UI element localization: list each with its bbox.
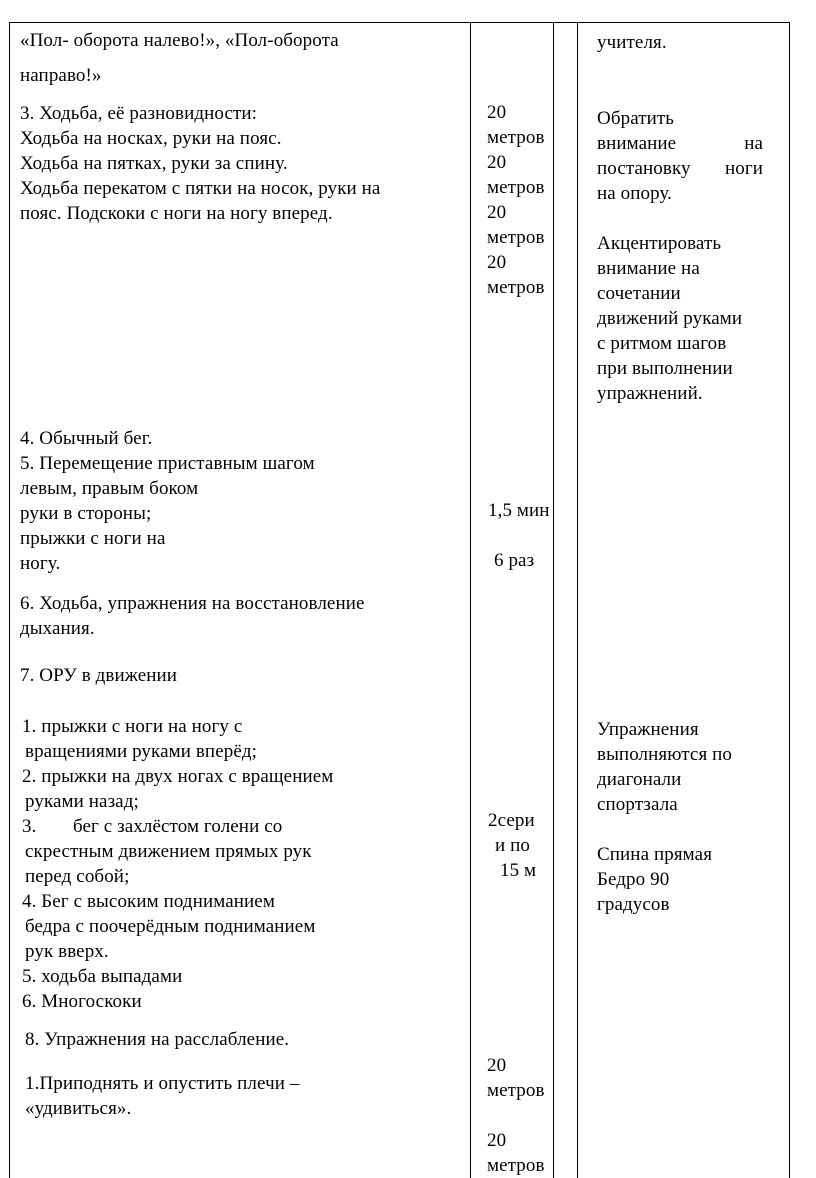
- exercise-heading: 3. Ходьба, её разновидности:: [20, 103, 258, 124]
- dosage-value: 20: [487, 1130, 507, 1151]
- table-right-border: [789, 22, 790, 1178]
- note-line: с ритмом шагов: [597, 333, 727, 354]
- note-line: упражнений.: [597, 383, 703, 404]
- dosage-value: и по: [495, 835, 530, 856]
- dosage-unit: метров: [487, 1155, 545, 1176]
- exercise-line: 6. Многоскоки: [22, 991, 142, 1012]
- note-line: Акцентировать: [597, 233, 722, 254]
- exercise-line: Ходьба на носках, руки на пояс.: [20, 128, 282, 149]
- dosage-unit: метров: [487, 1080, 545, 1101]
- exercise-line: перед собой;: [25, 866, 130, 887]
- dosage-unit: метров: [487, 127, 545, 148]
- note-line: учителя.: [597, 32, 667, 53]
- table-column-divider-3: [577, 22, 578, 1178]
- exercise-line: направо!»: [20, 65, 102, 86]
- note-line: внимание на: [597, 258, 700, 279]
- dosage-unit: метров: [487, 227, 545, 248]
- exercise-line: 2. прыжки на двух ногах с вращением: [22, 766, 334, 787]
- dosage-value: 2сери: [488, 810, 535, 831]
- note-line: Спина прямая: [597, 844, 713, 865]
- note-justified-line: [597, 156, 763, 181]
- dosage-unit: метров: [487, 277, 545, 298]
- note-line: сочетании: [597, 283, 681, 304]
- exercise-line: пояс. Подскоки с ноги на ногу вперед.: [20, 203, 333, 224]
- exercise-line: 5. ходьба выпадами: [22, 966, 183, 987]
- note-line: Бедро 90: [597, 869, 670, 890]
- note-line: градусов: [597, 894, 670, 915]
- exercise-line: Ходьба на пятках, руки за спину.: [20, 153, 288, 174]
- table-top-border: [9, 22, 790, 23]
- exercise-line: Ходьба перекатом с пятки на носок, руки на: [20, 178, 381, 199]
- exercise-heading: 8. Упражнения на расслабление.: [25, 1029, 290, 1050]
- exercise-line: 1.Приподнять и опустить плечи –: [25, 1073, 300, 1094]
- exercise-line: 4. Бег с высоким подниманием: [22, 891, 275, 912]
- exercise-line: вращениями руками вперёд;: [25, 741, 258, 762]
- note-line: при выполнении: [597, 358, 733, 379]
- dosage-value: 20: [487, 202, 507, 223]
- exercise-line: «удивиться».: [25, 1098, 132, 1119]
- dosage-value: 20: [487, 152, 507, 173]
- exercise-line: бег с захлёстом голени со: [73, 816, 283, 837]
- note-word: постановку: [597, 158, 691, 179]
- dosage-value: 20: [487, 1055, 507, 1076]
- table-left-border: [9, 22, 10, 1178]
- dosage-value: 1,5 мин: [488, 500, 550, 521]
- exercise-line: бедра с поочерёдным подниманием: [25, 916, 316, 937]
- dosage-value: 15 м: [500, 860, 537, 881]
- dosage-unit: метров: [487, 177, 545, 198]
- exercise-heading: 4. Обычный бег.: [20, 428, 153, 449]
- exercise-line: ногу.: [20, 553, 61, 574]
- exercise-line: руки в стороны;: [20, 503, 152, 524]
- exercise-line: 1. прыжки с ноги на ногу с: [22, 716, 243, 737]
- exercise-line: руками назад;: [25, 791, 139, 812]
- table-column-divider-2: [553, 22, 554, 1178]
- exercise-line: прыжки с ноги на: [20, 528, 166, 549]
- exercise-heading: 6. Ходьба, упражнения на восстановление: [20, 593, 365, 614]
- note-line: выполняются по: [597, 744, 733, 765]
- exercise-heading: 7. ОРУ в движении: [20, 665, 178, 686]
- exercise-line: левым, правым боком: [20, 478, 199, 499]
- note-justified-line: [597, 131, 763, 156]
- dosage-value: 20: [487, 252, 507, 273]
- note-line: Обратить: [597, 108, 675, 129]
- exercise-line: 5. Перемещение приставным шагом: [20, 453, 315, 474]
- note-word: на: [744, 133, 763, 154]
- note-line: Упражнения: [597, 719, 699, 740]
- exercise-line: «Пол- оборота налево!», «Пол-оборота: [20, 30, 339, 51]
- note-line: спортзала: [597, 794, 678, 815]
- note-line: диагонали: [597, 769, 682, 790]
- exercise-line: дыхания.: [20, 618, 95, 639]
- table-column-divider-1: [470, 22, 471, 1178]
- exercise-line: скрестным движением прямых рук: [25, 841, 312, 862]
- dosage-value: 6 раз: [494, 550, 535, 571]
- exercise-line: рук вверх.: [25, 941, 109, 962]
- exercise-line: 3.: [22, 816, 37, 837]
- note-word: ноги: [724, 158, 763, 179]
- dosage-value: 20: [487, 102, 507, 123]
- note-line: движений руками: [597, 308, 743, 329]
- note-line: на опору.: [597, 183, 673, 204]
- note-word: внимание: [597, 133, 677, 154]
